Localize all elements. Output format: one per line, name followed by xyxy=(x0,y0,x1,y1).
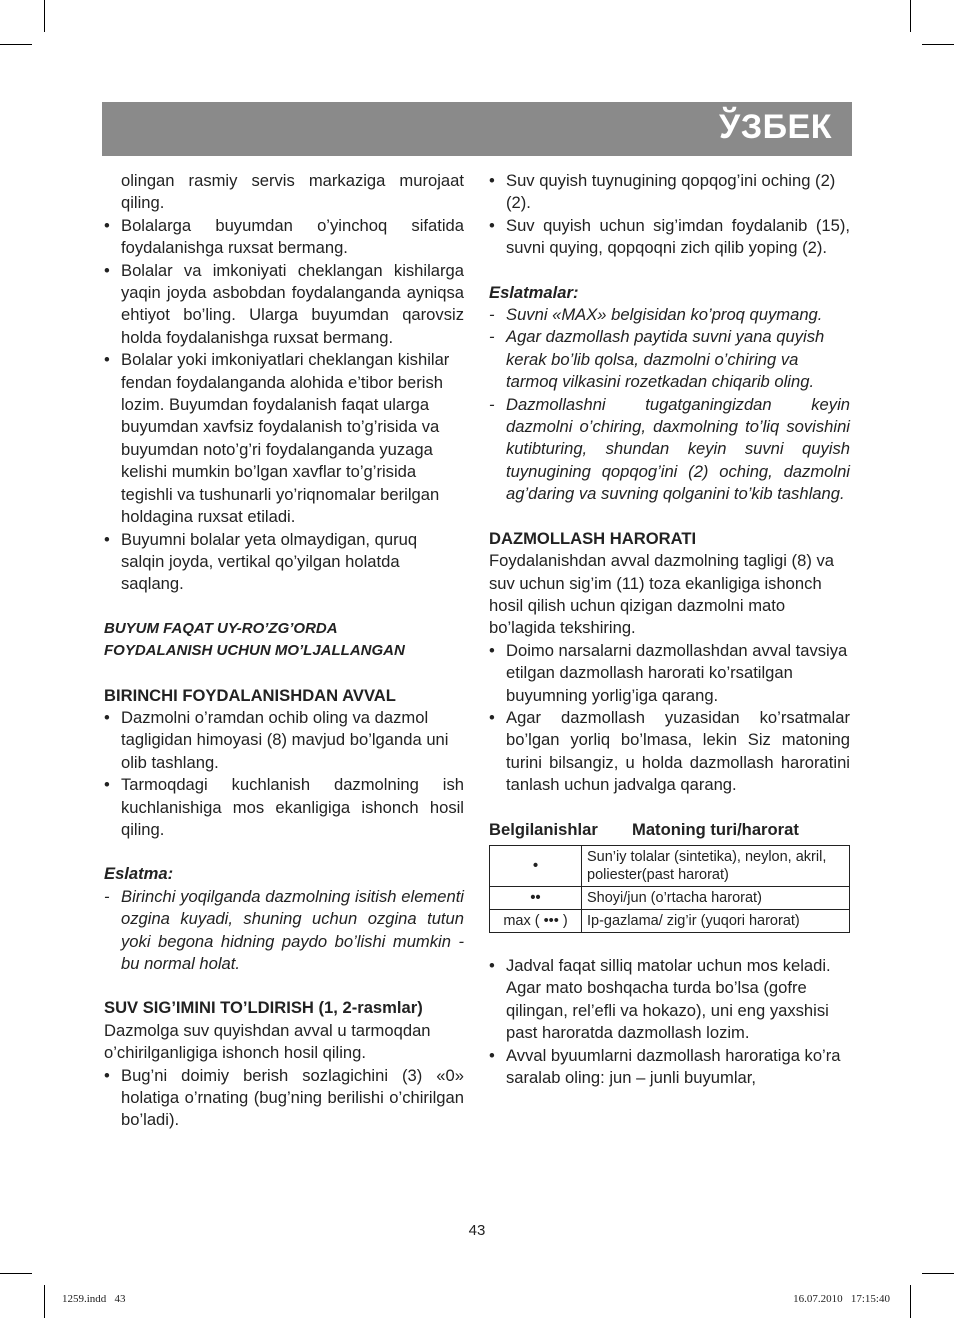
list-item xyxy=(489,707,850,797)
before-first-use-heading: BIRINCHI FOYDALANISHDAN AVVAL xyxy=(104,685,396,705)
list-item xyxy=(104,260,464,350)
list-item xyxy=(104,529,464,596)
crop-mark xyxy=(922,44,954,45)
dash-mark: - xyxy=(489,305,495,325)
bullet-mark: • xyxy=(104,1065,110,1085)
file-slug: 1259.indd 43 xyxy=(62,1293,126,1305)
notes-list xyxy=(489,304,850,506)
list-item xyxy=(104,707,464,774)
table-row xyxy=(490,886,850,909)
list-item xyxy=(489,640,850,707)
list-item-text: Bolalarga buyumdan o’yinchoq sifatida foydalanishga ruxsat bermang. xyxy=(121,215,464,258)
crop-mark xyxy=(44,0,45,32)
note-text: Dazmollashni tugatganingizdan keyin dazmolni o’chiring, daxmolning to’liq sovishini kutibturing, shundan keyin suvni quyish tuynugining qopqog’ini (2) oching, dazmolni ag’daring va suvning qolganini to’kib tashlang. xyxy=(506,394,850,504)
temperature-bullet-list xyxy=(489,640,850,797)
list-item-text: Dazmolni o’ramdan ochib oling va dazmol tagligidan himoyasi (8) mavjud bo’lganda uni olib tashlang. xyxy=(121,707,449,772)
left-column xyxy=(104,170,464,1132)
crop-mark xyxy=(910,0,911,32)
page-number: 43 xyxy=(468,1222,486,1239)
bullet-mark: • xyxy=(104,707,110,727)
list-item-text: Suv quyish uchun sig’imdan foydalanib (15), suvni quying, qopqoqni zich qilib yoping (2). xyxy=(506,215,850,258)
list-item-text: Bug’ni doimiy berish sozlagichini (3) «0» holatiga o’rnating (bug’ning berilishi o’chirilgan bo’ladi). xyxy=(121,1065,464,1130)
note-heading: Eslatma: xyxy=(104,864,174,884)
bullet-mark: • xyxy=(489,171,495,190)
bullet-mark: • xyxy=(104,529,110,549)
list-item-text: Bolalar va imkoniyati cheklangan kishilarga yaqin joyda asbobdan foydalanganda ayniqsa ehtiyot bo’ling. Ularga buyumdan qarovsiz holda foydalanishga ruxsat bermang. xyxy=(121,260,464,347)
fabric-cell: Sun’iy tolalar (sintetika), neylon, akril, poliester(past harorat) xyxy=(582,845,850,886)
note-item xyxy=(104,886,464,976)
symbol-cell: max ( ••• ) xyxy=(490,909,582,932)
household-use-heading-line2: FOYDALANISH UCHUN MO’LJALLANGAN xyxy=(104,642,405,660)
sorting-bullet-list xyxy=(489,955,850,1089)
list-item xyxy=(489,955,850,1045)
continued-paragraph: olingan rasmiy servis markaziga murojaat qiling. xyxy=(121,171,464,213)
crop-mark xyxy=(922,1273,954,1274)
note-item xyxy=(489,304,850,326)
list-item-text: Buyumni bolalar yeta olmaydigan, quruq salqin joyda, vertikal qo’yilgan holatda saqlang. xyxy=(121,529,418,594)
list-item xyxy=(489,215,850,260)
table-caption xyxy=(489,819,850,841)
table-row xyxy=(490,845,850,886)
notes-heading: Eslatmalar: xyxy=(489,282,579,302)
list-item xyxy=(104,1065,464,1132)
list-item xyxy=(104,215,464,260)
list-item xyxy=(489,170,850,215)
bullet-mark: • xyxy=(489,640,495,660)
list-item-text: Tarmoqdagi kuchlanish dazmolning ish kuchlanishiga mos ekanligiga ishonch hosil qiling. xyxy=(121,775,464,839)
list-item-text: Avval byuumlarni dazmollash haroratiga ko’ra saralab oling: jun – junli buyumlar, xyxy=(506,1045,841,1087)
crop-mark xyxy=(0,44,32,45)
fill-tank-paragraph: Dazmolga suv quyishdan avval u tarmoqdan o’chirilganligiga ishonch hosil qiling. xyxy=(104,1020,431,1063)
bullet-mark: • xyxy=(489,955,495,975)
safety-bullet-list xyxy=(104,215,464,596)
list-item-text: Bolalar yoki imkoniyatlari cheklangan kishilar fendan foydalanganda alohida e’tibor berish lozim. Buyumdan foydalanish faqat ularga buyumdan xavfsiz foydalanish to’g’risida va buyumdan noto’g’ri foydalanganda yuzaga kelishi mumkin bo’lgan xavflar to’g’risida tegishli va tushunarli yo’riqnomalar berilgan holdagina ruxsat etiladi. xyxy=(121,350,450,527)
dash-mark: - xyxy=(104,886,110,906)
temperature-table xyxy=(489,845,850,933)
note-item xyxy=(489,394,850,506)
table-header-fabric: Matoning turi/harorat xyxy=(632,819,799,839)
bullet-mark: • xyxy=(104,260,110,280)
before-use-bullet-list xyxy=(104,707,464,841)
ironing-temperature-heading: DAZMOLLASH HARORATI xyxy=(489,528,697,548)
note-text: Agar dazmollash paytida suvni yana quyish kerak bo’lib qolsa, dazmolni o’chiring va tarmoq vilkasini rozetkadan chiqarib oling. xyxy=(506,327,825,392)
bullet-mark: • xyxy=(489,707,495,727)
note-item xyxy=(489,326,850,393)
symbol-cell: • xyxy=(490,845,582,886)
note-text: Suvni «MAX» belgisidan ko’proq quymang. xyxy=(506,305,823,325)
bullet-mark: • xyxy=(104,350,110,370)
list-item-text: Doimo narsalarni dazmollashdan avval tavsiya etilgan dazmollash harorati ko’rsatilgan buyumning yorlig’iga qarang. xyxy=(506,640,848,705)
dash-mark: - xyxy=(489,327,495,347)
timestamp-slug: 16.07.2010 17:15:40 xyxy=(793,1293,890,1305)
list-item-text: Suv quyish tuynugining qopqog’ini oching (2) (2). xyxy=(506,171,836,213)
crop-mark xyxy=(0,1273,32,1274)
ironing-temperature-paragraph: Foydalanishdan avval dazmolning tagligi (8) va suv uchun sig’im (11) toza ekanligiga ishonch hosil qilish uchun qizigan dazmolni mato bo’lagida tekshiring. xyxy=(489,551,834,638)
bullet-mark: • xyxy=(489,215,495,235)
note-text: Birinchi yoqilganda dazmolning isitish elementi ozgina kuyadi, shuning uchun ozgina tutun yoki begona hidning paydo bo’lishi mumkin - bu normal holat. xyxy=(121,886,464,973)
crop-mark xyxy=(44,1285,45,1318)
fill-steps-bullet-list xyxy=(489,170,850,260)
crop-mark xyxy=(910,1285,911,1318)
fill-tank-heading: SUV SIG’IMINI TO’LDIRISH (1, 2-rasmlar) xyxy=(104,998,423,1018)
language-title: ЎЗБЕК xyxy=(719,108,832,146)
household-use-heading-line1: BUYUM FAQAT UY-RO’ZG’ORDA xyxy=(104,619,338,637)
list-item xyxy=(489,1045,850,1090)
list-item xyxy=(104,774,464,841)
fabric-cell: Ip-gazlama/ zig’ir (yuqori harorat) xyxy=(582,909,850,932)
right-column xyxy=(489,170,850,1089)
bullet-mark: • xyxy=(489,1045,495,1065)
list-item-text: Jadval faqat silliq matolar uchun mos keladi. Agar mato boshqacha turda bo’lsa (gofre qilingan, rel’efli va hokazo), uni eng yaxshisi past haroratda dazmollash lozim. xyxy=(506,955,831,1043)
dash-mark: - xyxy=(489,394,495,414)
bullet-mark: • xyxy=(104,775,110,795)
list-item-text: Agar dazmollash yuzasidan ko’rsatmalar bo’lgan yorliq bo’lmasa, lekin Siz matoning turini bilsangiz, u holda dazmollash haroratini tanlash uchun jadvalga qarang. xyxy=(506,707,850,795)
list-item xyxy=(104,349,464,528)
fabric-cell: Shoyi/jun (o’rtacha harorat) xyxy=(582,886,850,909)
symbol-cell: •• xyxy=(490,886,582,909)
table-row xyxy=(490,909,850,932)
language-header-bar xyxy=(102,102,852,156)
bullet-mark: • xyxy=(104,215,110,235)
table-header-symbols: Belgilanishlar xyxy=(489,819,598,839)
